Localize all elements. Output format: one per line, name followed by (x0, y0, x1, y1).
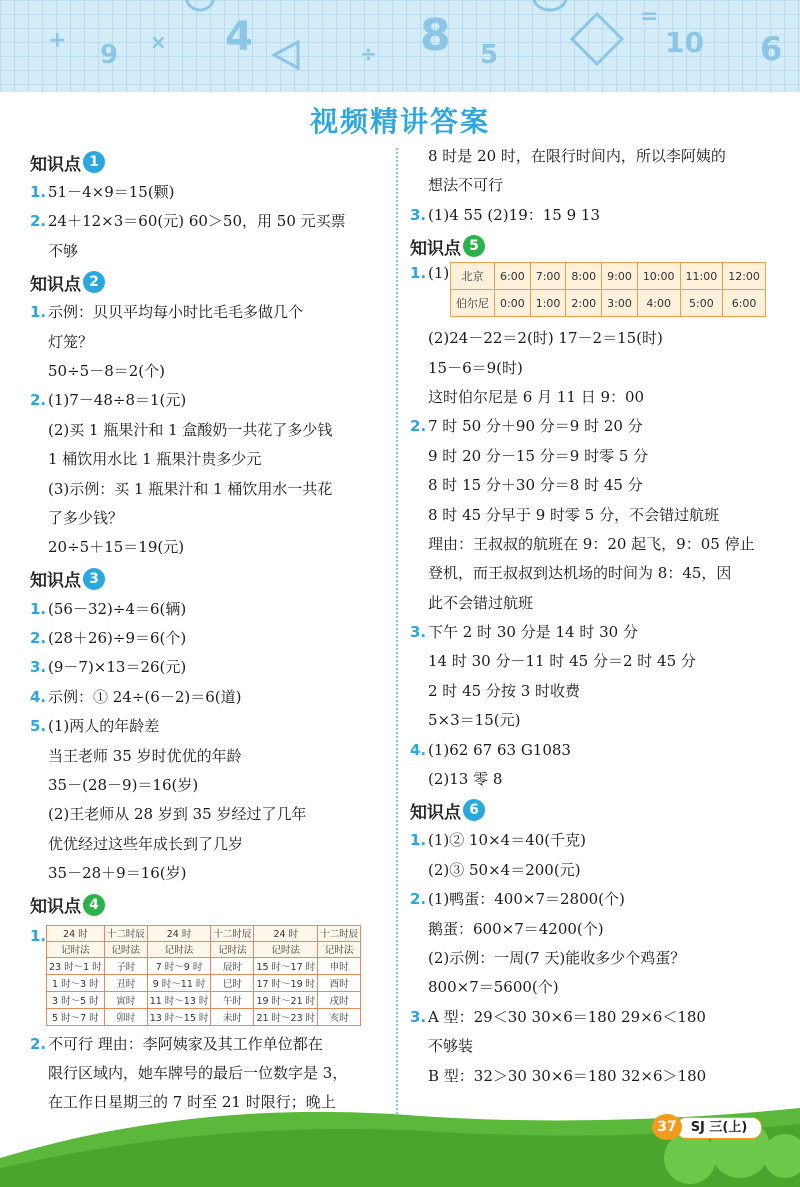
answer-line: 登机，而王叔叔到达机场的时间为 8：45，因 (428, 564, 732, 583)
table-cell: 21 时～23 时 (254, 1008, 318, 1025)
section-header-2: 知识点 2 (30, 266, 382, 298)
answer-line: (2)示例：一周(7 天)能收多少个鸡蛋？ (428, 948, 686, 967)
table-cell: 23 时～1 时 (47, 957, 105, 974)
table-cell: 15 时～17 时 (254, 957, 318, 974)
table-cell: 5:00 (680, 290, 723, 317)
answer-line: 5. (1)两人的年龄差 (30, 717, 160, 736)
table-cell: 北京 (451, 263, 495, 290)
time-system-table-block: 1. 24 时 十二时辰 24 时 十二时辰 24 时 十二时辰 记时法 记时法 记时法 记时法 记时法 记时法 23 时～1 时 子时 7 时～9 时 辰时 15 时～17 时 申时 1 时～3 时 丑时 9 时～11 时 巳时 17 时～19 时 酉时 3 时～5 时 寅时 11 时～13 时 午时 19 时～21 时 戌时 5 时～7 时 卯时 13 时～15 时 未时 21 时～23 时 亥时 (30, 925, 382, 1026)
column-divider (396, 148, 398, 1118)
answer-line: 2. 不可行 理由：李阿姨家及其工作单位都在 (30, 1034, 323, 1053)
table-cell: 8:00 (566, 263, 602, 290)
answer-line: 35－28＋9＝16(岁) (48, 864, 187, 883)
table-cell: 5 时～7 时 (47, 1008, 105, 1025)
table-cell: 9 时～11 时 (147, 974, 211, 991)
answer-line: 不够 (48, 241, 79, 260)
table-cell: 1 时～3 时 (47, 974, 105, 991)
timezone-table-block: 1. (1) 北京 6:00 7:00 8:00 9:00 10:00 11:00 12:00 伯尔尼 0:00 1:00 2:00 3:00 4:00 5:00 6:00 (410, 262, 772, 324)
triangle-decoration (270, 40, 300, 70)
table-cell: 4:00 (637, 290, 680, 317)
table-header-cell: 记时法 (318, 941, 361, 957)
table-cell: 11:00 (680, 263, 723, 290)
table-header-cell: 24 时 (254, 925, 318, 941)
answer-line: 1. (1)② 10×4＝40(千克) (410, 831, 587, 850)
table-cell: 6:00 (723, 290, 766, 317)
times-decoration: × (150, 30, 167, 54)
section-header-1: 知识点 1 (30, 146, 382, 178)
table-row (47, 991, 361, 1008)
table-row (47, 957, 361, 974)
section-header-5: 知识点 5 (410, 230, 772, 262)
table-row (47, 1008, 361, 1025)
table-cell: 卯时 (104, 1008, 147, 1025)
answer-line: 4. 示例：① 24÷(6－2)＝6(道) (30, 687, 242, 706)
table-header-cell: 24 时 (147, 925, 211, 941)
answer-line: 2. (1)7－48÷8＝1(元) (30, 391, 187, 410)
answer-line: 1. 51－4×9＝15(颗) (30, 183, 175, 201)
section-number-badge: 6 (463, 799, 485, 821)
answer-line: 3. 下午 2 时 30 分是 14 时 30 分 (410, 623, 638, 642)
answer-line: 理由：王叔叔的航班在 9：20 起飞，9：05 停止 (428, 534, 755, 553)
answer-line: 50÷5－8＝2(个) (48, 361, 165, 380)
timezone-table (450, 262, 766, 317)
answer-line: 在工作日星期三的 7 时至 21 时限行；晚上 (48, 1093, 336, 1112)
section-header-4: 知识点 4 (30, 889, 382, 921)
table-cell: 丑时 (104, 974, 147, 991)
table-cell: 11 时～13 时 (147, 991, 211, 1008)
answer-line: 想法不可行 (428, 176, 504, 195)
answer-line: 5×3＝15(元) (428, 711, 521, 730)
answer-line: 2. (1)鸭蛋：400×7＝2800(个) (410, 890, 625, 909)
table-cell: 亥时 (318, 1008, 361, 1025)
table-cell: 7:00 (530, 263, 566, 290)
answer-line: 20÷5＋15＝19(元) (48, 538, 185, 557)
section-header-3: 知识点 3 (30, 563, 382, 595)
table-cell: 2:00 (566, 290, 602, 317)
answer-line: 当王老师 35 岁时优优的年龄 (48, 746, 242, 765)
table-cell: 辰时 (211, 957, 254, 974)
table-cell: 17 时～19 时 (254, 974, 318, 991)
table-cell: 酉时 (318, 974, 361, 991)
section-number-badge: 4 (83, 894, 105, 916)
answer-line: 8 时是 20 时，在限行时间内，所以李阿姨的 (428, 147, 726, 165)
divide-decoration: ÷ (360, 42, 377, 66)
answer-line: 灯笼？ (48, 332, 94, 351)
answer-line: 35－(28－9)＝16(岁) (48, 776, 199, 795)
page-title: 视频精讲答案 (309, 105, 490, 138)
table-header-cell: 记时法 (254, 941, 318, 957)
table-cell: 申时 (318, 957, 361, 974)
answer-line: 限行区域内，她车牌号的最后一位数字是 3， (48, 1063, 348, 1082)
diamond-decoration (570, 12, 624, 66)
right-column (410, 142, 772, 1091)
table-cell: 7 时～9 时 (147, 957, 211, 974)
table-cell: 12:00 (723, 263, 766, 290)
answer-line: 2. 24＋12×3＝60(元) 60＞50，用 50 元买票 (30, 212, 346, 231)
answer-line: 3. (1)4 55 (2)19：15 9 13 (410, 205, 601, 224)
answer-line: 1 桶饮用水比 1 瓶果汁贵多少元 (48, 450, 262, 469)
table-header-cell: 记时法 (211, 941, 254, 957)
table-row (451, 290, 766, 317)
page-footer-badge (652, 1114, 762, 1140)
section-number-badge: 5 (463, 235, 485, 257)
answer-line: 此不会错过航班 (428, 593, 534, 612)
table-header-cell: 十二时辰 (211, 925, 254, 941)
table-header-cell: 十二时辰 (104, 925, 147, 941)
answer-line: 2 时 45 分按 3 时收费 (428, 681, 581, 700)
section-number-badge: 1 (83, 151, 105, 173)
grass-footer-decoration (0, 1098, 800, 1187)
table-cell: 戌时 (318, 991, 361, 1008)
digit-decoration: 5 (480, 40, 499, 70)
answer-line: 3. A 型：29＜30 30×6＝180 29×6＜180 (410, 1007, 706, 1026)
table-header-cell: 记时法 (104, 941, 147, 957)
digit-decoration: 8 (420, 10, 451, 61)
answer-line: 3. (9－7)×13＝26(元) (30, 658, 187, 677)
table-cell: 6:00 (495, 263, 531, 290)
header-banner (0, 0, 800, 92)
answer-line: 不够装 (428, 1037, 474, 1056)
digit-decoration: 6 (760, 30, 783, 68)
answer-line: (2)③ 50×4＝200(元) (428, 860, 581, 879)
answer-line: 1. 示例：贝贝平均每小时比毛毛多做几个 (30, 303, 304, 322)
digit-decoration: 4 (225, 14, 253, 60)
page-number: 37 (652, 1114, 682, 1140)
table-cell: 13 时～15 时 (147, 1008, 211, 1025)
equals-decoration: = (640, 4, 659, 29)
table-cell: 3:00 (602, 290, 638, 317)
answer-line: 8 时 15 分＋30 分＝8 时 45 分 (428, 476, 643, 495)
answer-line: 14 时 30 分－11 时 45 分＝2 时 45 分 (428, 652, 696, 671)
answer-line: (2)24－22＝2(时) 17－2＝15(时) (428, 329, 663, 348)
table-row (451, 263, 766, 290)
section-header-6: 知识点 6 (410, 794, 772, 826)
table-cell: 子时 (104, 957, 147, 974)
table-header-cell: 记时法 (147, 941, 211, 957)
answer-line: (2)王老师从 28 岁到 35 岁经过了几年 (48, 805, 307, 824)
answer-line: (2)13 零 8 (428, 770, 503, 789)
answer-line: 2. 7 时 50 分＋90 分＝9 时 20 分 (410, 417, 643, 436)
answer-line: 15－6＝9(时) (428, 358, 523, 377)
digit-decoration: 9 (100, 40, 119, 70)
answer-line: B 型：32＞30 30×6＝180 32×6＞180 (428, 1066, 707, 1085)
circle-decoration (180, 0, 220, 20)
table-cell: 未时 (211, 1008, 254, 1025)
table-header-cell: 记时法 (47, 941, 105, 957)
grade-label: SJ 三(上) (676, 1117, 762, 1139)
table-row (47, 974, 361, 991)
answer-line: 优优经过这些年成长到了几岁 (48, 834, 244, 853)
table-header-cell: 24 时 (47, 925, 105, 941)
table-cell: 午时 (211, 991, 254, 1008)
answer-line: 8 时 45 分早于 9 时零 5 分，不会错过航班 (428, 505, 720, 524)
left-column (30, 146, 382, 1118)
answer-line: 9 时 20 分－15 分＝9 时零 5 分 (428, 446, 649, 465)
table-header-cell: 十二时辰 (318, 925, 361, 941)
time-system-table (46, 925, 361, 1026)
table-cell: 3 时～5 时 (47, 991, 105, 1008)
section-number-badge: 2 (83, 271, 105, 293)
table-cell: 巳时 (211, 974, 254, 991)
table-cell: 伯尔尼 (451, 290, 495, 317)
table-cell: 10:00 (637, 263, 680, 290)
section-number-badge: 3 (83, 568, 105, 590)
table-cell: 寅时 (104, 991, 147, 1008)
answer-line: 了多少钱？ (48, 508, 124, 527)
circle-decoration (530, 0, 570, 20)
answer-line: (3)示例：买 1 瓶果汁和 1 桶饮用水一共花 (48, 479, 333, 498)
answer-line: 鹅蛋：600×7＝4200(个) (428, 919, 604, 938)
table-cell: 9:00 (602, 263, 638, 290)
digit-decoration: 10 (665, 26, 704, 59)
answer-line: 1. (56－32)÷4＝6(辆) (30, 599, 187, 618)
plus-decoration: + (48, 28, 67, 53)
answer-line: (2)买 1 瓶果汁和 1 盒酸奶一共花了多少钱 (48, 420, 333, 439)
table-cell: 1:00 (530, 290, 566, 317)
answer-line: 这时伯尔尼是 6 月 11 日 9：00 (428, 387, 645, 406)
answer-line: 2. (28＋26)÷9＝6(个) (30, 629, 187, 648)
table-cell: 19 时～21 时 (254, 991, 318, 1008)
answer-line: 4. (1)62 67 63 G1083 (410, 740, 571, 759)
answer-line: 800×7＝5600(个) (428, 978, 559, 997)
table-cell: 0:00 (495, 290, 531, 317)
